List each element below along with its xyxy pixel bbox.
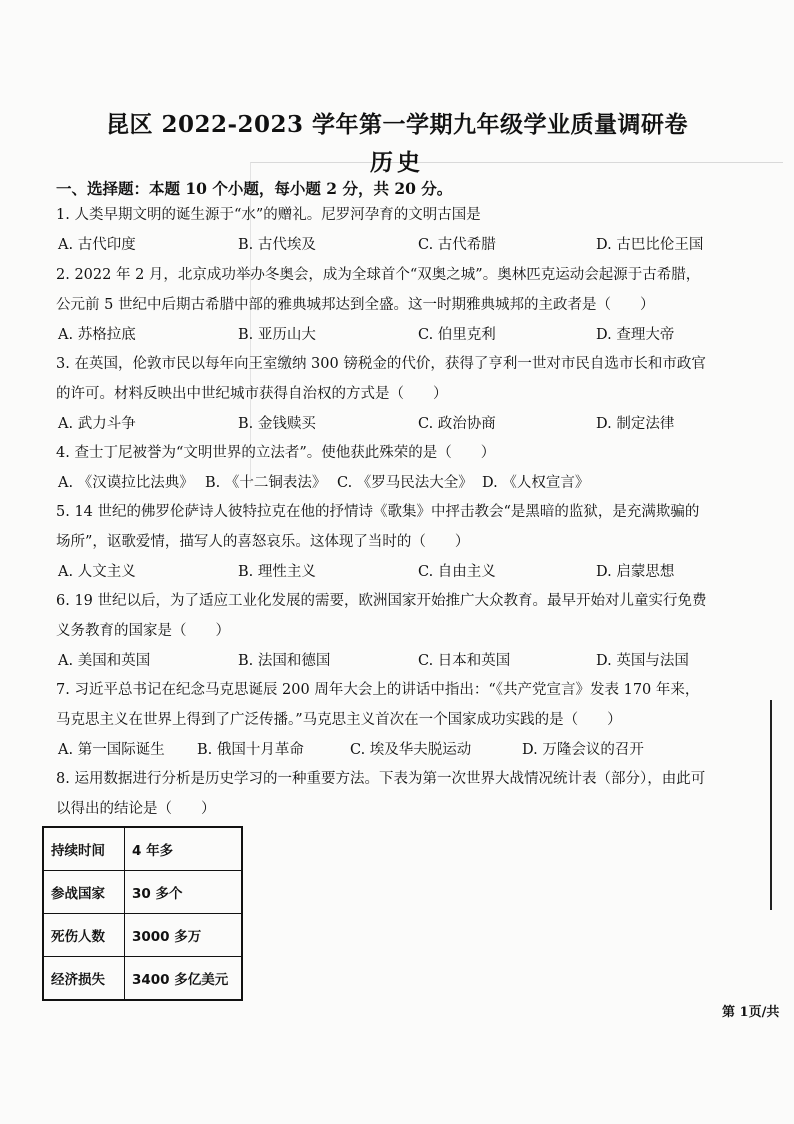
q6-option-d: D. 英国与法国	[596, 653, 689, 669]
q5-option-c: C. 自由主义	[418, 564, 496, 580]
scan-edge-line	[770, 700, 772, 910]
q1-option-b: B. 古代埃及	[238, 237, 316, 253]
q7-option-a: A. 第一国际诞生	[58, 742, 165, 758]
q2-option-b: B. 亚历山大	[238, 327, 316, 343]
question-1-text: 1. 人类早期文明的诞生源于“水”的赠礼。尼罗河孕育的文明古国是	[56, 207, 481, 223]
q7-option-b: B. 俄国十月革命	[197, 742, 304, 758]
question-2-text-2: 公元前 5 世纪中后期古希腊中部的雅典城邦达到全盛。这一时期雅典城邦的主政者是（ ）	[56, 297, 655, 313]
q5-option-a: A. 人文主义	[58, 564, 136, 580]
q2-option-c: C. 伯里克利	[418, 327, 496, 343]
table-cell-label: 经济损失	[43, 957, 125, 1001]
question-5-text-2: 场所”，讴歌爱情，描写人的喜怒哀乐。这体现了当时的（ ）	[56, 534, 470, 550]
question-5-text-1: 5. 14 世纪的佛罗伦萨诗人彼特拉克在他的抒情诗《歌集》中抨击教会“是黑暗的监狱，是充满欺骗的	[56, 504, 700, 520]
q1-option-d: D. 古巴比伦王国	[596, 237, 704, 253]
question-7-text-1: 7. 习近平总书记在纪念马克思诞辰 200 周年大会上的讲话中指出：“《共产党宣言》发表 170 年来，	[56, 682, 700, 698]
q6-option-b: B. 法国和德国	[238, 653, 331, 669]
table-cell-label: 死伤人数	[43, 914, 125, 957]
table-row	[43, 871, 242, 914]
q7-option-d: D. 万隆会议的召开	[522, 742, 644, 758]
q3-option-b: B. 金钱赎买	[238, 416, 316, 432]
question-6-text-2: 义务教育的国家是（ ）	[56, 623, 230, 639]
q4-option-d: D. 《人权宣言》	[482, 475, 590, 491]
q5-option-d: D. 启蒙思想	[596, 564, 675, 580]
question-8-text-1: 8. 运用数据进行分析是历史学习的一种重要方法。下表为第一次世界大战情况统计表（部分），由此可	[56, 771, 706, 787]
q4-option-c: C. 《罗马民法大全》	[337, 475, 473, 491]
subject-title: 历史	[370, 149, 424, 176]
q6-option-a: A. 美国和英国	[58, 653, 151, 669]
question-3-text-2: 的许可。材料反映出中世纪城市获得自治权的方式是（ ）	[56, 386, 448, 402]
q2-option-d: D. 查理大帝	[596, 327, 675, 343]
question-6-text-1: 6. 19 世纪以后，为了适应工业化发展的需要，欧洲国家开始推广大众教育。最早开始对儿童实行免费	[56, 593, 707, 609]
table-cell-label: 参战国家	[43, 871, 125, 914]
q7-option-c: C. 埃及华夫脱运动	[350, 742, 472, 758]
q3-option-c: C. 政治协商	[418, 416, 496, 432]
table-row	[43, 827, 242, 871]
question-2-text-1: 2. 2022 年 2 月，北京成功举办冬奥会，成为全球首个“双奥之城”。奥林匹克运动会起源于古希腊，	[56, 267, 701, 283]
q2-option-a: A. 苏格拉底	[58, 327, 136, 343]
ww1-stats-table	[42, 826, 243, 1001]
q3-option-d: D. 制定法律	[596, 416, 675, 432]
page-number: 第 1页/共	[722, 1005, 780, 1020]
question-7-text-2: 马克思主义在世界上得到了广泛传播。”马克思主义首次在一个国家成功实践的是（ ）	[56, 712, 622, 728]
q1-option-c: C. 古代希腊	[418, 237, 496, 253]
table-cell-value: 3000 多万	[125, 914, 243, 957]
question-4-text: 4. 查士丁尼被誉为“文明世界的立法者”。使他获此殊荣的是（ ）	[56, 445, 496, 461]
q5-option-b: B. 理性主义	[238, 564, 316, 580]
question-3-text-1: 3. 在英国，伦敦市民以每年向王室缴纳 300 镑税金的代价，获得了亨利一世对市民自选市长和市政官	[56, 356, 706, 372]
q4-option-b: B. 《十二铜表法》	[205, 475, 327, 491]
q6-option-c: C. 日本和英国	[418, 653, 511, 669]
q4-option-a: A. 《汉谟拉比法典》	[58, 475, 194, 491]
table-cell-value: 3400 多亿美元	[125, 957, 243, 1001]
exam-title: 昆区 2022-2023 学年第一学期九年级学业质量调研卷	[105, 111, 689, 138]
question-8-text-2: 以得出的结论是（ ）	[56, 801, 216, 817]
table-row	[43, 914, 242, 957]
section-heading: 一、选择题：本题 10 个小题，每小题 2 分，共 20 分。	[56, 179, 453, 198]
table-cell-value: 4 年多	[125, 827, 243, 871]
table-row	[43, 957, 242, 1001]
q3-option-a: A. 武力斗争	[58, 416, 136, 432]
table-cell-label: 持续时间	[43, 827, 125, 871]
table-cell-value: 30 多个	[125, 871, 243, 914]
q1-option-a: A. 古代印度	[58, 237, 136, 253]
